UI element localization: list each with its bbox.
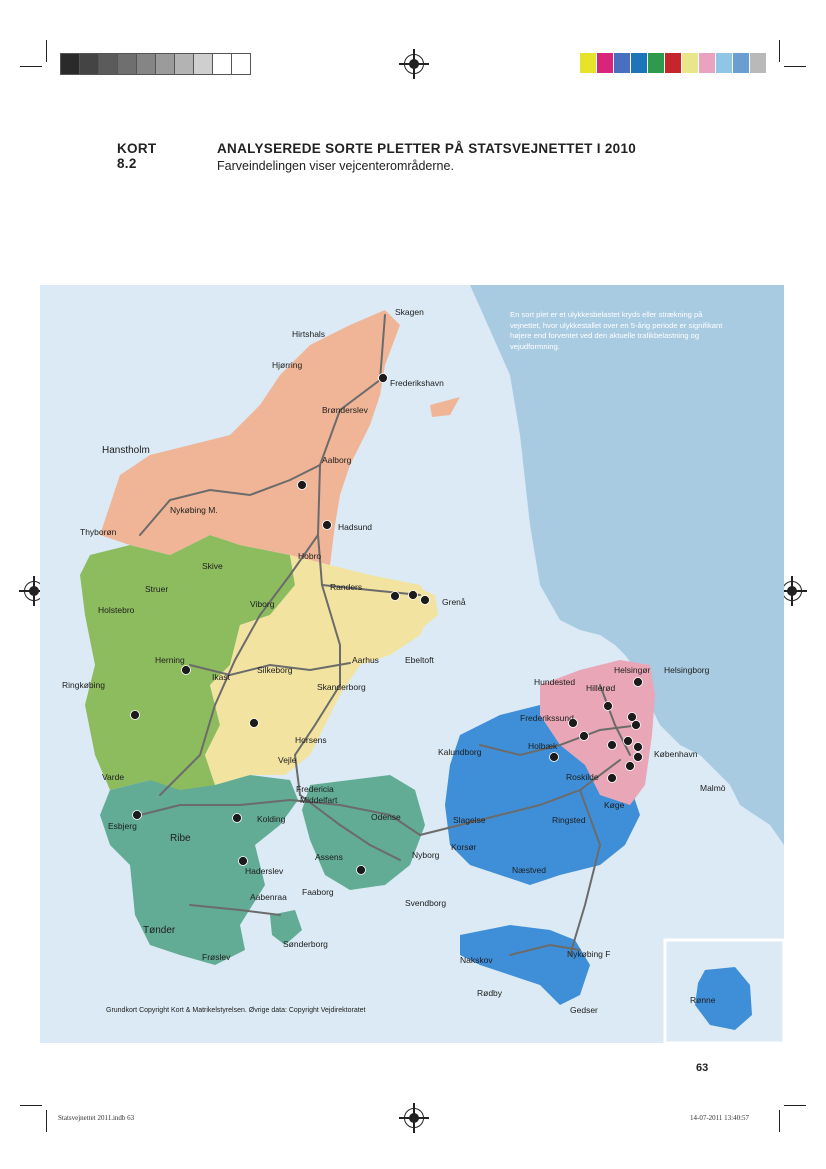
color-swatch (648, 53, 664, 73)
town-label: Herning (155, 655, 185, 665)
town-label: Thyborøn (80, 527, 117, 537)
town-label: Hanstholm (102, 445, 150, 456)
gray-swatch (212, 53, 232, 75)
map-info-box: En sort plet er et ulykkesbelastet kryds eller strækning på vejnettet, hvor ulykkestallet over en 5-årig periode er signifikant højere end forventet ved den aktuelle trafikbelastning og vejudformning. (510, 310, 723, 351)
town-label: Holstebro (98, 605, 135, 615)
map-number: KORT 8.2 (117, 141, 157, 171)
town-label: Helsingborg (664, 665, 710, 675)
color-swatch (597, 53, 613, 73)
map-canvas (40, 285, 784, 1043)
town-label: Faaborg (302, 887, 334, 897)
town-label: Svendborg (405, 898, 447, 908)
town-label: Varde (102, 772, 125, 782)
town-label: Frederikssund (520, 713, 574, 723)
town-label: Hirtshals (292, 329, 326, 339)
denmark-map (40, 285, 784, 1043)
town-label: Aalborg (322, 455, 352, 465)
town-label: Nakskov (460, 955, 493, 965)
map-title: ANALYSEREDE SORTE PLETTER PÅ STATSVEJNETTET I 2010 (217, 141, 637, 156)
color-swatch (716, 53, 732, 73)
town-label: Frøslev (202, 952, 231, 962)
town-label: Rødby (477, 988, 503, 998)
town-label: Slagelse (453, 815, 486, 825)
color-swatch (665, 53, 681, 73)
town-label: Ribe (170, 833, 191, 844)
town-label: Frederikshavn (390, 378, 444, 388)
town-label: Silkeborg (257, 665, 293, 675)
map-subtitle: Farveindelingen viser vejcenterområderne. (217, 159, 454, 173)
town-label: Ebeltoft (405, 655, 434, 665)
town-label: Skagen (395, 307, 424, 317)
gray-swatch (174, 53, 194, 75)
footer-file-name: Statsvejnettet 2011.indb 63 (58, 1114, 135, 1122)
town-label: Køge (604, 800, 625, 810)
registration-mark-bottom (404, 1108, 424, 1128)
town-label: Ringsted (552, 815, 586, 825)
town-label: Kalundborg (438, 747, 482, 757)
town-label: Gedser (570, 1005, 598, 1015)
town-label: Aabenraa (250, 892, 287, 902)
town-label: Helsingør (614, 665, 651, 675)
town-label: Ikast (212, 672, 230, 682)
town-label: Odense (371, 812, 401, 822)
town-label: Nykøbing M. (170, 505, 218, 515)
town-label: Struer (145, 584, 169, 594)
town-label: Nykøbing F (567, 949, 611, 959)
gray-swatch (136, 53, 156, 75)
town-label: Fredericia (296, 784, 334, 794)
town-label: Roskilde (566, 772, 599, 782)
town-label: Skive (202, 561, 223, 571)
town-label: Ringkøbing (62, 680, 105, 690)
town-label: Hadsund (338, 522, 373, 532)
registration-mark-right (782, 581, 802, 601)
town-label: Hjørring (272, 360, 303, 370)
town-label: Korsør (451, 842, 477, 852)
color-swatch (682, 53, 698, 73)
town-label: Randers (330, 582, 363, 592)
town-label: Malmö (700, 783, 726, 793)
town-label: Holbæk (528, 741, 558, 751)
gray-swatch (117, 53, 137, 75)
town-label: Haderslev (245, 866, 284, 876)
town-label: København (654, 749, 698, 759)
registration-mark-top (404, 54, 424, 74)
town-label: Hillerød (586, 683, 616, 693)
town-label: Viborg (250, 599, 275, 609)
gray-swatch (79, 53, 99, 75)
color-swatch (631, 53, 647, 73)
gray-swatch (155, 53, 175, 75)
color-swatch (699, 53, 715, 73)
town-label: Assens (315, 852, 343, 862)
town-label: Sønderborg (283, 939, 328, 949)
town-label: Næstved (512, 865, 547, 875)
town-label: Skanderborg (317, 682, 366, 692)
gray-swatch (193, 53, 213, 75)
color-swatch (614, 53, 630, 73)
town-label: Aarhus (352, 655, 379, 665)
town-label: Rønne (690, 995, 716, 1005)
town-label: Tønder (143, 925, 176, 936)
town-label: Esbjerg (108, 821, 137, 831)
town-label: Horsens (295, 735, 327, 745)
town-label: Middelfart (300, 795, 338, 805)
town-label: Brønderslev (322, 405, 368, 415)
town-label: Kolding (257, 814, 286, 824)
town-label: Grenå (442, 597, 466, 607)
color-swatch (733, 53, 749, 73)
footer-timestamp: 14-07-2011 13:40:57 (690, 1114, 750, 1122)
town-label: Hundested (534, 677, 576, 687)
page-number: 63 (696, 1062, 709, 1074)
color-swatch (750, 53, 766, 73)
gray-swatch (60, 53, 80, 75)
town-label: Hobro (298, 551, 322, 561)
gray-swatch (98, 53, 118, 75)
town-label: Nyborg (412, 850, 440, 860)
map-credit: Grundkort Copyright Kort & Matrikelstyrelsen. Øvrige data: Copyright Vejdirektoratet (106, 1007, 366, 1014)
gray-swatch (231, 53, 251, 75)
color-swatch (580, 53, 596, 73)
town-label: Vejle (278, 755, 297, 765)
